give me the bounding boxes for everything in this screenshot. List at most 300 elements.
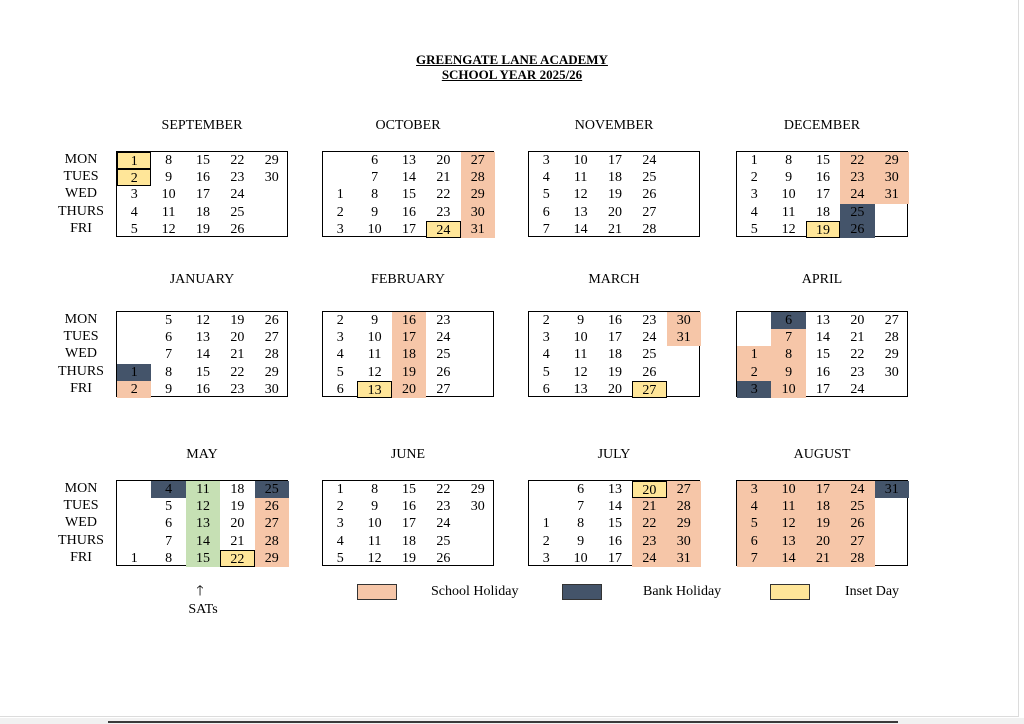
month-calendar-october [322,151,494,237]
day-cell: 15 [401,187,416,203]
day-cell: 23 [642,313,657,328]
day-cell: 6 [336,381,344,397]
day-cell: 10 [771,481,805,498]
day-cell: 21 [230,533,245,549]
day-cell: 12 [186,498,220,515]
day-cell: 22 [840,152,874,169]
weekday-labels [56,151,106,237]
day-cell: 25 [840,498,874,515]
day-cell: 22 [436,482,451,497]
day-cell: 23 [632,533,666,550]
day-cell: 29 [667,515,701,532]
day-cell: 14 [195,347,210,363]
day-cell: 26 [840,221,874,238]
day-cell: 1 [117,364,151,381]
weekday-label: WED [65,346,97,362]
day-cell: 18 [392,346,426,363]
day-cell: 5 [165,499,173,515]
day-cell: 26 [840,515,874,532]
day-cell: 15 [815,347,830,363]
day-cell: 11 [367,533,382,549]
weekday-label: WED [65,515,97,531]
day-cell: 16 [815,364,830,380]
day-cell: 24 [840,186,874,203]
day-cell: 3 [542,550,550,566]
day-cell: 9 [165,381,173,397]
day-cell: 31 [461,221,495,238]
month-calendar-august [736,480,908,566]
day-cell: 1 [336,482,344,497]
day-cell: 30 [667,533,701,550]
school-holiday-swatch [357,584,397,600]
month-title-september: SEPTEMBER [161,118,243,133]
day-cell: 2 [336,313,344,328]
day-cell: 7 [165,533,173,549]
day-cell: 25 [230,204,245,220]
day-cell: 16 [392,312,426,329]
day-cell: 11 [771,498,805,515]
bank-holiday-legend-label: Bank Holiday [643,584,722,599]
day-cell: 5 [336,364,344,380]
day-cell: 9 [785,170,793,186]
day-cell: 15 [815,153,830,168]
day-cell: 17 [806,481,840,498]
day-cell: 22 [220,550,254,567]
day-cell: 20 [632,481,666,498]
day-cell: 25 [642,347,657,363]
day-cell: 5 [750,221,758,237]
day-cell: 30 [875,169,909,186]
day-cell: 9 [771,364,805,381]
day-cell: 12 [367,550,382,566]
day-cell: 9 [371,313,379,328]
day-cell: 3 [542,330,550,346]
day-cell: 17 [815,381,830,397]
day-cell: 4 [737,498,771,515]
day-cell: 30 [667,312,701,329]
day-cell: 8 [771,346,805,363]
day-cell: 8 [165,550,173,566]
day-cell: 17 [195,187,210,203]
horizontal-scrollbar[interactable] [108,721,898,723]
day-cell: 5 [542,364,550,380]
day-cell: 26 [436,550,451,566]
day-cell: 14 [815,330,830,346]
day-cell: 2 [117,381,151,398]
day-cell: 2 [117,169,151,186]
document-title: GREENGATE LANE ACADEMY [416,52,608,67]
day-cell: 9 [371,204,379,220]
day-cell: 1 [737,346,771,363]
day-cell: 20 [607,204,622,220]
day-cell: 17 [401,221,416,237]
day-cell: 28 [642,221,657,237]
day-cell: 30 [461,204,495,221]
day-cell: 18 [401,533,416,549]
day-cell: 27 [436,381,451,397]
month-title-may: MAY [186,447,218,462]
month-title-april: APRIL [801,272,843,287]
day-cell: 19 [195,221,210,237]
day-cell: 31 [875,481,909,498]
day-cell: 12 [367,364,382,380]
weekday-label: TUES [63,329,99,345]
day-cell: 3 [750,187,758,203]
day-cell: 17 [392,329,426,346]
day-cell: 15 [195,153,210,168]
day-cell: 3 [737,381,771,398]
day-cell: 4 [130,204,138,220]
day-cell: 27 [264,330,279,346]
month-calendar-june [322,480,494,566]
day-cell: 25 [436,533,451,549]
day-cell: 20 [607,381,622,397]
weekday-label: WED [65,186,97,202]
day-cell: 29 [875,152,909,169]
day-cell: 21 [850,330,865,346]
inset-day-legend-label: Inset Day [845,584,900,599]
day-cell: 14 [401,170,416,186]
day-cell: 26 [255,498,289,515]
month-title-january: JANUARY [169,272,235,287]
day-cell: 30 [470,499,485,515]
day-cell: 11 [186,481,220,498]
day-cell: 17 [401,516,416,532]
day-cell: 11 [781,204,796,220]
day-cell: 21 [806,550,840,567]
day-cell: 20 [392,381,426,398]
day-cell: 24 [436,516,451,532]
day-cell: 11 [367,347,382,363]
month-calendar-december [736,151,908,237]
day-cell: 8 [371,187,379,203]
weekday-label: THURS [58,203,104,219]
weekday-label: MON [64,312,98,327]
day-cell: 24 [642,153,657,168]
day-cell: 18 [815,204,830,220]
day-cell: 1 [130,550,138,566]
day-cell: 6 [771,312,805,329]
day-cell: 13 [573,381,588,397]
day-cell: 12 [771,515,805,532]
weekday-label: FRI [70,380,92,396]
day-cell: 12 [573,364,588,380]
day-cell: 28 [667,498,701,515]
day-cell: 28 [840,550,874,567]
day-cell: 25 [436,347,451,363]
day-cell: 31 [667,550,701,567]
weekday-label: MON [64,152,98,167]
day-cell: 2 [336,499,344,515]
day-cell: 5 [130,221,138,237]
day-cell: 1 [336,187,344,203]
day-cell: 26 [642,187,657,203]
day-cell: 14 [607,499,622,515]
sats-label: SATs [188,602,218,617]
day-cell: 7 [542,221,550,237]
day-cell: 26 [436,364,451,380]
day-cell: 4 [151,481,185,498]
day-cell: 3 [737,481,771,498]
day-cell: 30 [884,364,899,380]
day-cell: 18 [607,170,622,186]
day-cell: 20 [806,533,840,550]
month-title-november: NOVEMBER [574,118,654,133]
day-cell: 17 [607,330,622,346]
day-cell: 5 [737,515,771,532]
day-cell: 24 [850,381,865,397]
day-cell: 9 [577,533,585,549]
month-title-july: JULY [597,447,631,462]
day-cell: 7 [165,347,173,363]
weekday-label: THURS [58,363,104,379]
day-cell: 23 [850,364,865,380]
day-cell: 7 [737,550,771,567]
day-cell: 8 [577,516,585,532]
day-cell: 21 [607,221,622,237]
day-cell: 31 [667,329,701,346]
day-cell: 29 [461,186,495,203]
day-cell: 2 [336,204,344,220]
day-cell: 21 [436,170,451,186]
day-cell: 27 [461,152,495,169]
day-cell: 12 [781,221,796,237]
weekday-label: TUES [63,169,99,185]
day-cell: 7 [371,170,379,186]
day-cell: 16 [195,170,210,186]
day-cell: 13 [357,381,391,398]
day-cell: 29 [264,364,279,380]
day-cell: 24 [426,221,460,238]
month-title-february: FEBRUARY [371,272,445,287]
day-cell: 2 [750,170,758,186]
day-cell: 10 [573,550,588,566]
day-cell: 18 [230,482,245,497]
sats-arrow-icon: 🡑 [196,584,204,599]
day-cell: 6 [542,204,550,220]
day-cell: 26 [230,221,245,237]
weekday-label: MON [64,481,98,496]
day-cell: 18 [195,204,210,220]
day-cell: 20 [436,153,451,168]
day-cell: 5 [336,550,344,566]
day-cell: 19 [806,515,840,532]
day-cell: 5 [542,187,550,203]
day-cell: 17 [815,187,830,203]
day-cell: 11 [161,204,176,220]
day-cell: 29 [255,550,289,567]
month-calendar-march [528,311,700,397]
day-cell: 27 [840,533,874,550]
day-cell: 29 [264,153,279,168]
day-cell: 28 [884,330,899,346]
day-cell: 3 [336,221,344,237]
month-calendar-january [116,311,288,397]
day-cell: 23 [436,204,451,220]
day-cell: 21 [230,347,245,363]
day-cell: 16 [401,499,416,515]
day-cell: 17 [607,550,622,566]
weekday-labels [56,311,106,397]
day-cell: 10 [367,516,382,532]
day-cell: 24 [642,330,657,346]
month-calendar-february [322,311,494,397]
weekday-labels [56,480,106,566]
day-cell: 11 [573,170,588,186]
day-cell: 9 [577,313,585,328]
day-cell: 2 [542,533,550,549]
month-calendar-may [116,480,288,566]
day-cell: 4 [750,204,758,220]
day-cell: 7 [577,499,585,515]
day-cell: 19 [392,364,426,381]
day-cell: 15 [607,516,622,532]
month-title-august: AUGUST [793,447,851,462]
bank-holiday-swatch [562,584,602,600]
day-cell: 23 [436,499,451,515]
month-calendar-september [116,151,288,237]
day-cell: 13 [186,515,220,532]
month-calendar-july [528,480,700,566]
day-cell: 24 [436,330,451,346]
day-cell: 10 [771,381,805,398]
day-cell: 1 [750,153,758,168]
day-cell: 3 [130,187,138,203]
day-cell: 5 [165,313,173,328]
day-cell: 28 [255,533,289,550]
day-cell: 11 [573,347,588,363]
day-cell: 21 [632,498,666,515]
day-cell: 27 [255,515,289,532]
day-cell: 12 [161,221,176,237]
day-cell: 1 [117,152,151,169]
day-cell: 6 [737,533,771,550]
day-cell: 3 [542,153,550,168]
day-cell: 16 [607,533,622,549]
day-cell: 19 [230,499,245,515]
day-cell: 6 [371,153,379,168]
day-cell: 22 [436,187,451,203]
day-cell: 9 [371,499,379,515]
day-cell: 10 [573,153,588,168]
day-cell: 2 [542,313,550,328]
day-cell: 14 [771,550,805,567]
day-cell: 22 [230,364,245,380]
day-cell: 13 [401,153,416,168]
day-cell: 24 [840,481,874,498]
day-cell: 19 [230,313,245,328]
weekday-label: TUES [63,498,99,514]
day-cell: 27 [667,481,701,498]
inset-day-swatch [770,584,810,600]
day-cell: 30 [264,381,279,397]
day-cell: 16 [815,170,830,186]
day-cell: 22 [850,347,865,363]
day-cell: 29 [884,347,899,363]
day-cell: 6 [165,330,173,346]
day-cell: 27 [884,313,899,328]
day-cell: 3 [336,330,344,346]
day-cell: 23 [230,170,245,186]
month-calendar-april [736,311,908,397]
day-cell: 2 [737,364,771,381]
day-cell: 14 [573,221,588,237]
day-cell: 25 [840,204,874,221]
day-cell: 15 [195,364,210,380]
day-cell: 16 [401,204,416,220]
day-cell: 18 [806,498,840,515]
day-cell: 22 [632,515,666,532]
day-cell: 3 [336,516,344,532]
day-cell: 8 [165,364,173,380]
weekday-label: THURS [58,532,104,548]
day-cell: 10 [367,221,382,237]
day-cell: 13 [771,533,805,550]
day-cell: 16 [195,381,210,397]
day-cell: 22 [230,153,245,168]
day-cell: 6 [165,516,173,532]
day-cell: 27 [642,204,657,220]
day-cell: 9 [165,170,173,186]
day-cell: 4 [542,347,550,363]
day-cell: 23 [230,381,245,397]
day-cell: 7 [771,329,805,346]
day-cell: 19 [401,550,416,566]
day-cell: 8 [371,482,379,497]
day-cell: 19 [607,364,622,380]
day-cell: 14 [186,533,220,550]
day-cell: 13 [815,313,830,328]
day-cell: 28 [461,169,495,186]
day-cell: 10 [573,330,588,346]
document-subtitle: SCHOOL YEAR 2025/26 [441,67,583,82]
month-title-october: OCTOBER [375,118,441,133]
day-cell: 26 [264,313,279,328]
day-cell: 19 [806,221,840,238]
day-cell: 16 [607,313,622,328]
day-cell: 19 [607,187,622,203]
day-cell: 10 [367,330,382,346]
day-cell: 24 [230,187,245,203]
day-cell: 18 [607,347,622,363]
month-title-march: MARCH [588,272,640,287]
month-calendar-november [528,151,700,237]
day-cell: 25 [255,481,289,498]
day-cell: 20 [850,313,865,328]
month-title-december: DECEMBER [783,118,861,133]
day-cell: 30 [264,170,279,186]
day-cell: 31 [875,186,909,203]
day-cell: 23 [840,169,874,186]
day-cell: 20 [230,330,245,346]
month-title-june: JUNE [390,447,426,462]
day-cell: 12 [195,313,210,328]
day-cell: 10 [781,187,796,203]
day-cell: 8 [785,153,793,168]
day-cell: 23 [436,313,451,328]
day-cell: 26 [642,364,657,380]
day-cell: 27 [632,381,666,398]
day-cell: 17 [607,153,622,168]
day-cell: 13 [607,482,622,497]
weekday-label: FRI [70,549,92,565]
day-cell: 13 [573,204,588,220]
day-cell: 12 [573,187,588,203]
day-cell: 1 [542,516,550,532]
day-cell: 8 [165,153,173,168]
school-holiday-legend-label: School Holiday [431,584,519,599]
day-cell: 20 [230,516,245,532]
